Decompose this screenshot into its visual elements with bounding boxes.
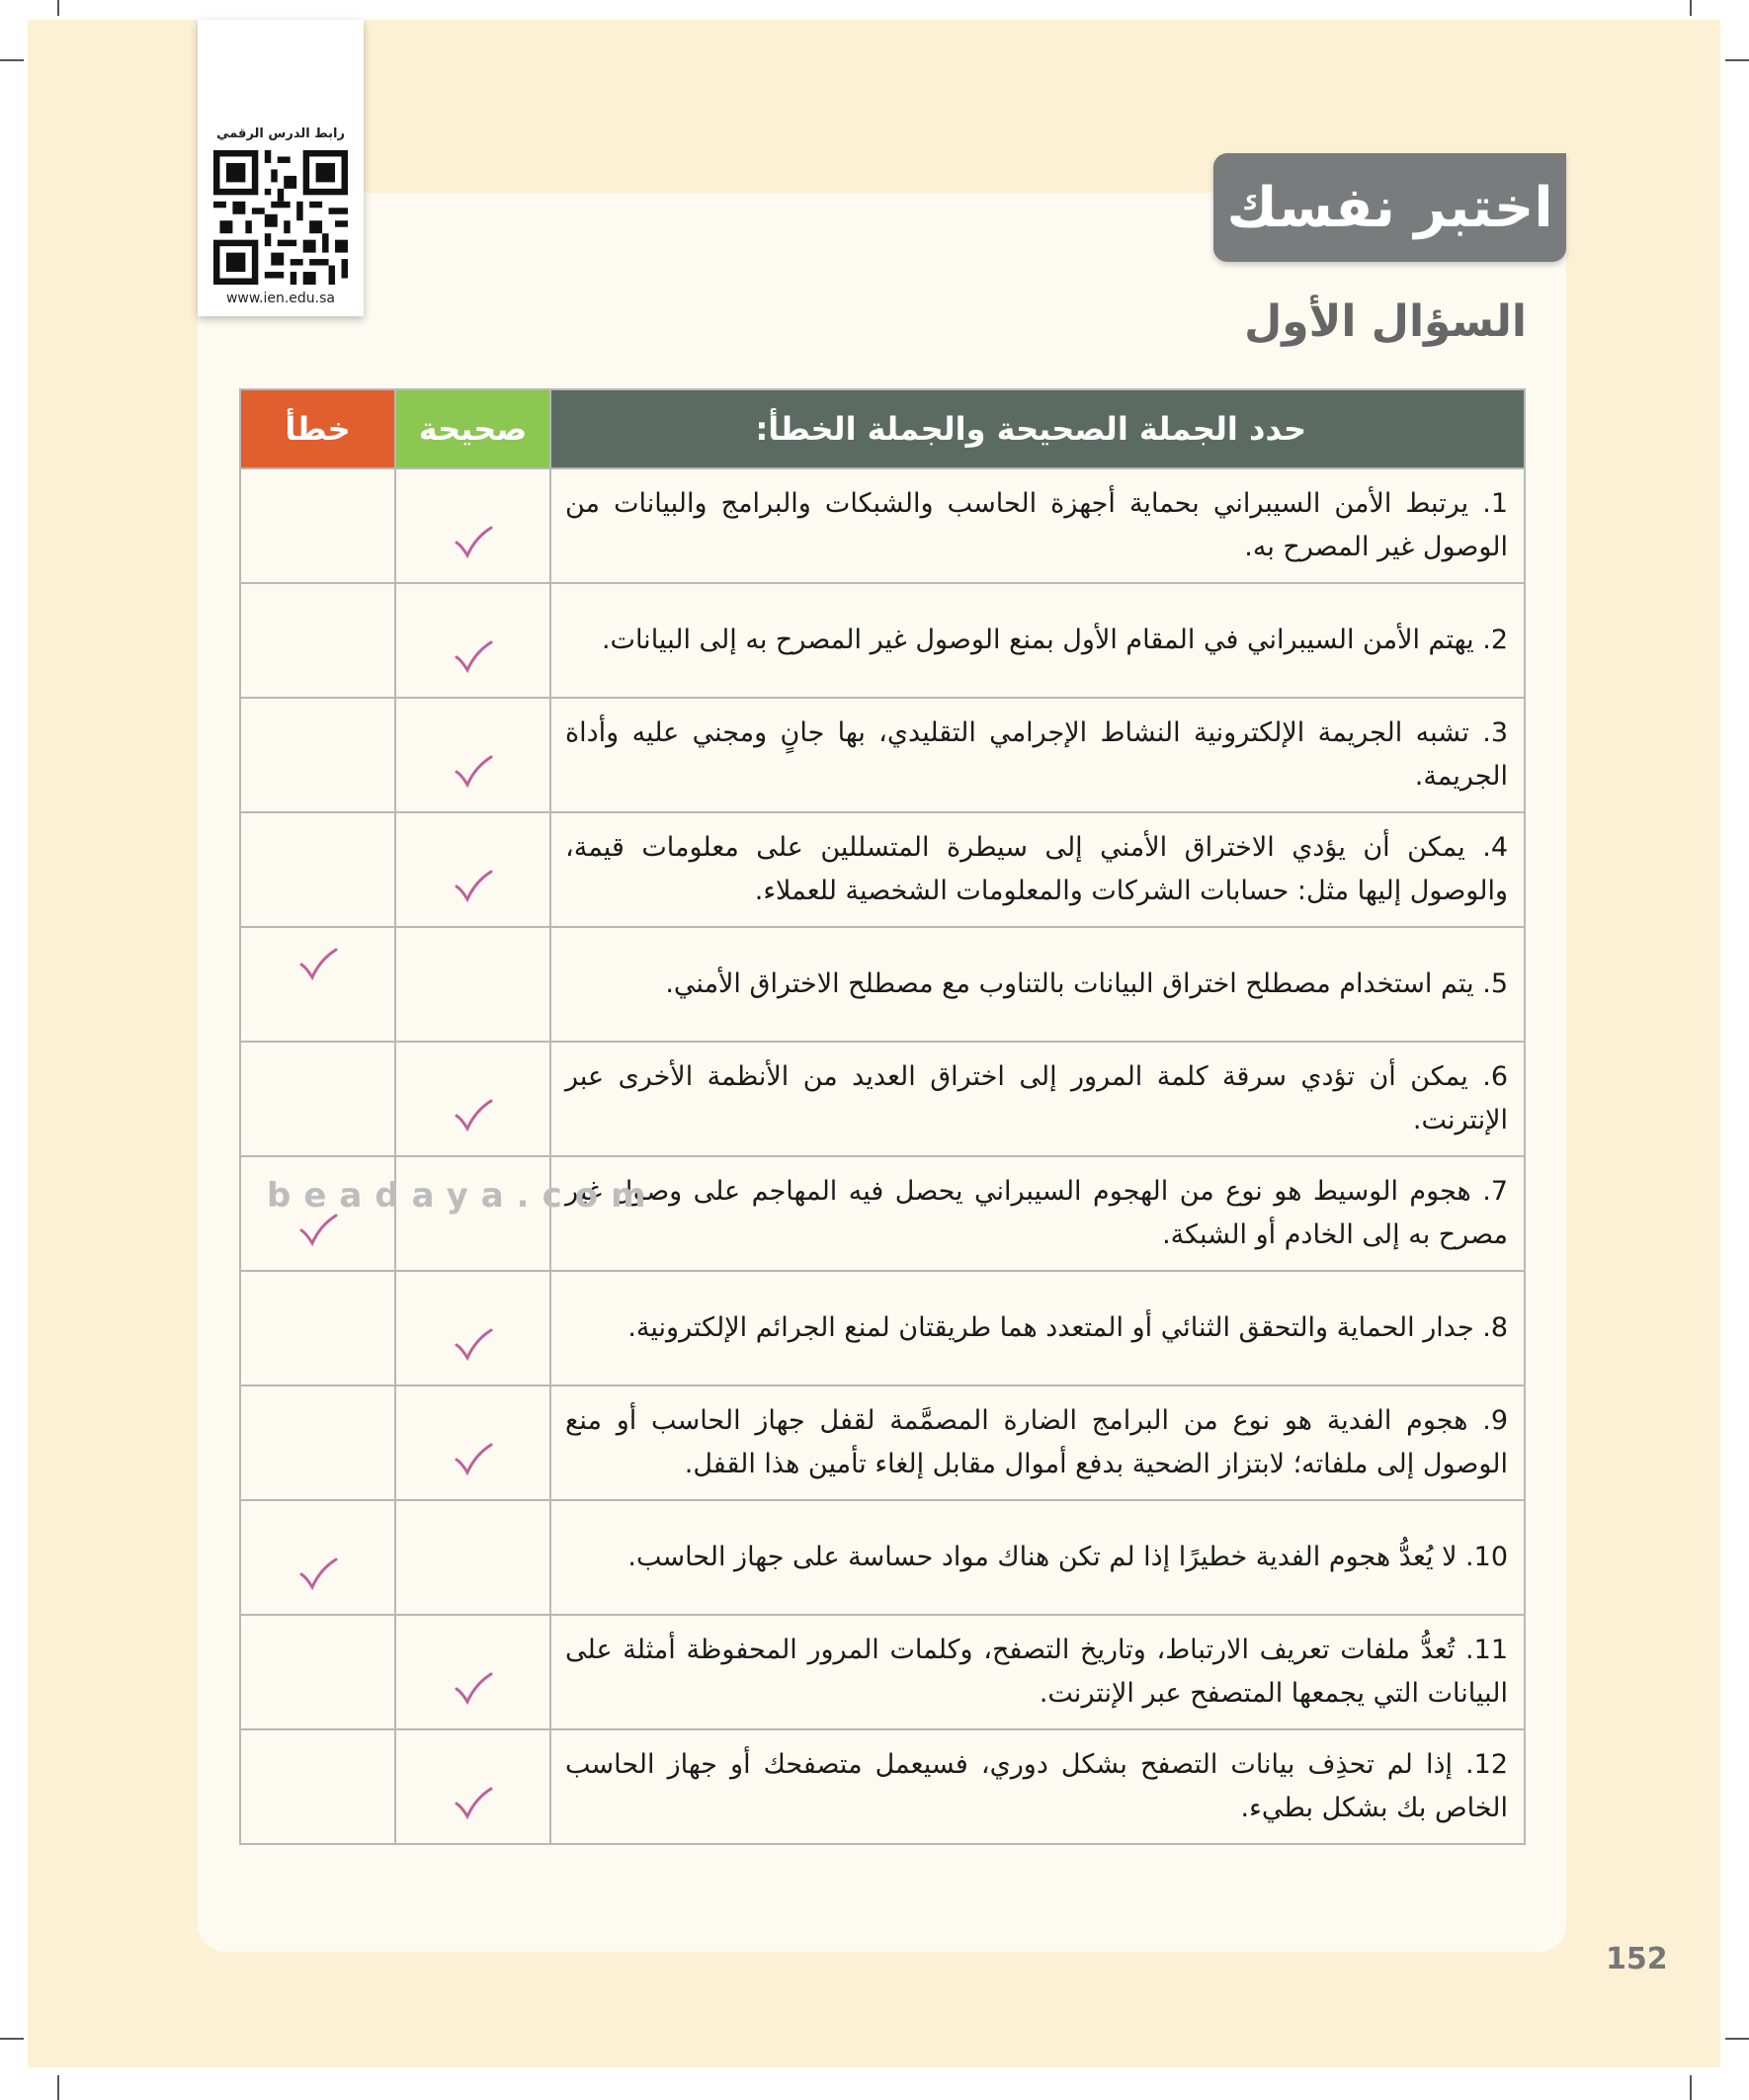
checkmark-icon bbox=[454, 870, 493, 903]
qr-url[interactable]: www.ien.edu.sa bbox=[225, 291, 336, 306]
crop-mark bbox=[1690, 2075, 1692, 2100]
statement-cell: 6. يمكن أن تؤدي سرقة كلمة المرور إلى اختراق العديد من الأنظمة الأخرى عبر الإنترنت. bbox=[550, 1042, 1525, 1156]
table-row bbox=[240, 1615, 1525, 1729]
true-answer-cell[interactable] bbox=[395, 583, 550, 698]
table-row bbox=[240, 583, 1525, 698]
qr-card[interactable] bbox=[198, 20, 364, 316]
false-column-header: خطأ bbox=[240, 389, 395, 468]
false-answer-cell[interactable] bbox=[240, 468, 395, 583]
qr-label: رابط الدرس الرقمي bbox=[216, 126, 345, 141]
false-answer-cell[interactable] bbox=[240, 1271, 395, 1386]
statement-cell: 9. هجوم الفدية هو نوع من البرامج الضارة المصمَّمة لقفل جهاز الحاسب أو منع الوصول إلى ملفاته؛ لابتزاز الضحية بدفع أموال مقابل إلغاء تأمين هذا القفل. bbox=[550, 1386, 1525, 1500]
true-answer-cell[interactable] bbox=[395, 927, 550, 1042]
false-answer-cell[interactable] bbox=[240, 1386, 395, 1500]
crop-mark bbox=[1690, 0, 1692, 16]
statement-cell: 11. تُعدُّ ملفات تعريف الارتباط، وتاريخ التصفح، وكلمات المرور المحفوظة أمثلة على البيانات التي يجمعها المتصفح عبر الإنترنت. bbox=[550, 1615, 1525, 1729]
crop-mark bbox=[1725, 2038, 1749, 2040]
true-answer-cell[interactable] bbox=[395, 1042, 550, 1156]
statement-cell: 3. تشبه الجريمة الإلكترونية النشاط الإجرامي التقليدي، بها جانٍ ومجني عليه وأداة الجريمة. bbox=[550, 698, 1525, 812]
true-answer-cell[interactable] bbox=[395, 698, 550, 812]
checkmark-icon bbox=[454, 1787, 493, 1820]
section-title: اختبر نفسك bbox=[1213, 153, 1566, 262]
true-answer-cell[interactable] bbox=[395, 1729, 550, 1844]
true-false-table bbox=[239, 388, 1526, 1845]
checkmark-icon bbox=[454, 526, 493, 559]
false-answer-cell[interactable] bbox=[240, 1615, 395, 1729]
table-header-row bbox=[240, 389, 1525, 468]
checkmark-icon bbox=[454, 1443, 493, 1476]
true-answer-cell[interactable] bbox=[395, 468, 550, 583]
statement-cell: 7. هجوم الوسيط هو نوع من الهجوم السيبراني يحصل فيه المهاجم على وصول غير مصرح به إلى الخادم أو الشبكة. bbox=[550, 1156, 1525, 1271]
false-answer-cell[interactable] bbox=[240, 812, 395, 927]
qr-code-icon[interactable] bbox=[213, 150, 348, 285]
statement-column-header: حدد الجملة الصحيحة والجملة الخطأ: bbox=[550, 389, 1525, 468]
table-body bbox=[240, 468, 1525, 1844]
checkmark-icon bbox=[454, 1328, 493, 1362]
true-column-header: صحيحة bbox=[395, 389, 550, 468]
table-row bbox=[240, 812, 1525, 927]
statement-cell: 2. يهتم الأمن السيبراني في المقام الأول بمنع الوصول غير المصرح به إلى البيانات. bbox=[550, 583, 1525, 698]
statement-cell: 1. يرتبط الأمن السيبراني بحماية أجهزة الحاسب والشبكات والبرامج والبيانات من الوصول غير المصرح به. bbox=[550, 468, 1525, 583]
crop-mark bbox=[57, 0, 59, 16]
checkmark-icon bbox=[454, 640, 493, 674]
true-answer-cell[interactable] bbox=[395, 1615, 550, 1729]
statement-cell: 8. جدار الحماية والتحقق الثنائي أو المتعدد هما طريقتان لمنع الجرائم الإلكترونية. bbox=[550, 1271, 1525, 1386]
true-answer-cell[interactable] bbox=[395, 1386, 550, 1500]
true-answer-cell[interactable] bbox=[395, 1500, 550, 1615]
table-row bbox=[240, 468, 1525, 583]
checkmark-icon bbox=[298, 1214, 338, 1247]
checkmark-icon bbox=[454, 1672, 493, 1706]
true-answer-cell[interactable] bbox=[395, 812, 550, 927]
statement-cell: 10. لا يُعدُّ هجوم الفدية خطيرًا إذا لم تكن هناك مواد حساسة على جهاز الحاسب. bbox=[550, 1500, 1525, 1615]
statement-cell: 4. يمكن أن يؤدي الاختراق الأمني إلى سيطرة المتسللين على معلومات قيمة، والوصول إليها مثل: حسابات الشركات والمعلومات الشخصية للعملاء. bbox=[550, 812, 1525, 927]
question-title: السؤال الأول bbox=[1244, 296, 1527, 347]
crop-mark bbox=[57, 2075, 59, 2100]
table-row bbox=[240, 1042, 1525, 1156]
page-number: 152 bbox=[1606, 1942, 1668, 1976]
false-answer-cell[interactable] bbox=[240, 1042, 395, 1156]
statement-cell: 12. إذا لم تحذِف بيانات التصفح بشكل دوري، فسيعمل متصفحك أو جهاز الحاسب الخاص بك بشكل بطيء. bbox=[550, 1729, 1525, 1844]
table-row bbox=[240, 927, 1525, 1042]
crop-mark bbox=[0, 2038, 24, 2040]
false-answer-cell[interactable] bbox=[240, 927, 395, 1042]
table-row bbox=[240, 1386, 1525, 1500]
checkmark-icon bbox=[454, 755, 493, 789]
watermark: beadaya.com bbox=[267, 1176, 659, 1216]
false-answer-cell[interactable] bbox=[240, 583, 395, 698]
table-row bbox=[240, 1729, 1525, 1844]
false-answer-cell[interactable] bbox=[240, 1500, 395, 1615]
checkmark-icon bbox=[298, 1557, 338, 1591]
table-row bbox=[240, 1500, 1525, 1615]
false-answer-cell[interactable] bbox=[240, 698, 395, 812]
false-answer-cell[interactable] bbox=[240, 1729, 395, 1844]
checkmark-icon bbox=[298, 948, 338, 981]
crop-mark bbox=[0, 59, 24, 61]
crop-mark bbox=[1725, 59, 1749, 61]
checkmark-icon bbox=[454, 1099, 493, 1133]
table-row bbox=[240, 698, 1525, 812]
table-row bbox=[240, 1271, 1525, 1386]
statement-cell: 5. يتم استخدام مصطلح اختراق البيانات بالتناوب مع مصطلح الاختراق الأمني. bbox=[550, 927, 1525, 1042]
true-answer-cell[interactable] bbox=[395, 1271, 550, 1386]
